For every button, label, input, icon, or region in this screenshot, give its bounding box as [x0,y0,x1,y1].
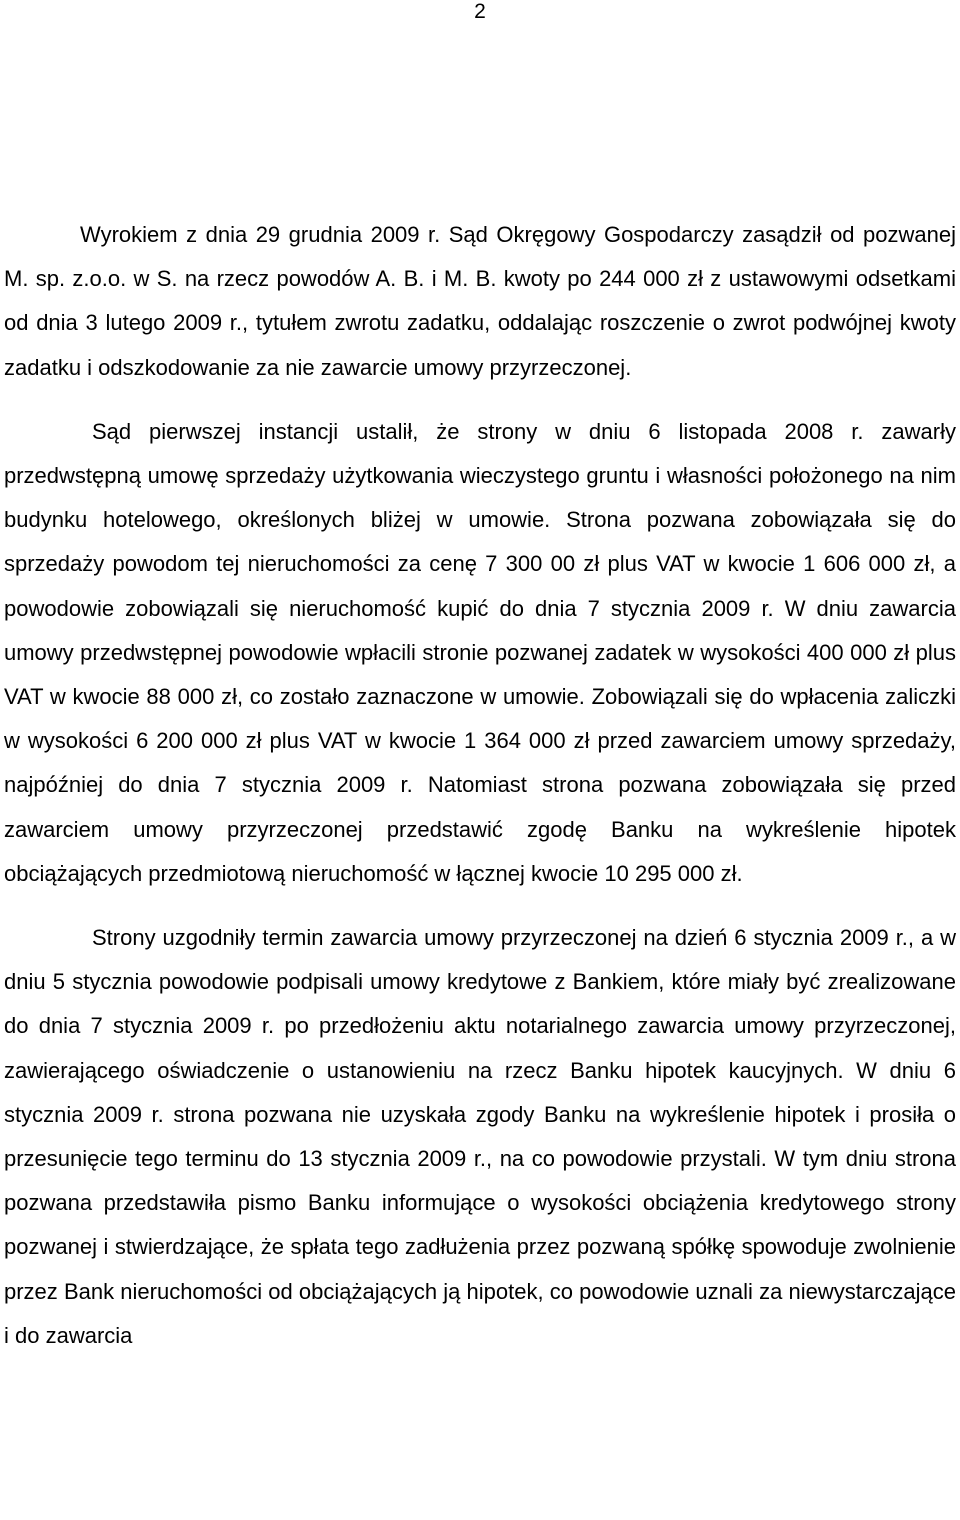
paragraph-findings: Sąd pierwszej instancji ustalił, że strony w dniu 6 listopada 2008 r. zawarły przedwstępną umowę sprzedaży użytkowania wieczystego gruntu i własności położonego na nim budynku hotelowego, określonych bliżej w umowie. Strona pozwana zobowiązała się do sprzedaży powodom tej nieruchomości za cenę 7 300 00 zł plus VAT w kwocie 1 606 000 zł, a powodowie zobowiązali się nieruchomość kupić do dnia 7 stycznia 2009 r. W dniu zawarcia umowy przedwstępnej powodowie wpłacili stronie pozwanej zadatek w wysokości 400 000 zł plus VAT w kwocie 88 000 zł, co zostało zaznaczone w umowie. Zobowiązali się do wpłacenia zaliczki w wysokości 6 200 000 zł plus VAT w kwocie 1 364 000 zł przed zawarciem umowy sprzedaży, najpóźniej do dnia 7 stycznia 2009 r. Natomiast strona pozwana zobowiązała się przed zawarciem umowy przyrzeczonej przedstawić zgodę Banku na wykreślenie hipotek obciążających przedmiotową nieruchomość w łącznej kwocie 10 295 000 zł. [4,418,956,886]
document-body [4,213,956,1358]
paragraph-agreement-terms: Strony uzgodniły termin zawarcia umowy przyrzeczonej na dzień 6 stycznia 2009 r., a w dniu 5 stycznia powodowie podpisali umowy kredytowe z Bankiem, które miały być zrealizowane do dnia 7 stycznia 2009 r. po przedłożeniu aktu notarialnego zawarcia umowy przyrzeczonej, zawierającego oświadczenie o ustanowieniu na rzecz Banku hipotek kaucyjnych. W dniu 6 stycznia 2009 r. strona pozwana nie uzyskała zgody Banku na wykreślenie hipotek i prosiła o przesunięcie tego terminu do 13 stycznia 2009 r., na co powodowie przystali. W tym dniu strona pozwana przedstawiła pismo Banku informujące o wysokości obciążenia kredytowego strony pozwanej i stwierdzające, że spłata tego zadłużenia przez pozwaną spółkę spowoduje zwolnienie przez Bank nieruchomości od obciążających ją hipotek, co powodowie uznali za niewystarczające i do zawarcia [4,925,956,1348]
paragraph-judgment: Wyrokiem z dnia 29 grudnia 2009 r. Sąd Okręgowy Gospodarczy zasądził od pozwanej M. sp. z.o.o. w S. na rzecz powodów A. B. i M. B. kwoty po 244 000 zł z ustawowymi odsetkami od dnia 3 lutego 2009 r., tytułem zwrotu zadatku, oddalając roszczenie o zwrot podwójnej kwoty zadatku i odszkodowanie za nie zawarcie umowy przyrzeczonej. [4,222,956,380]
page-number: 2 [474,0,486,23]
